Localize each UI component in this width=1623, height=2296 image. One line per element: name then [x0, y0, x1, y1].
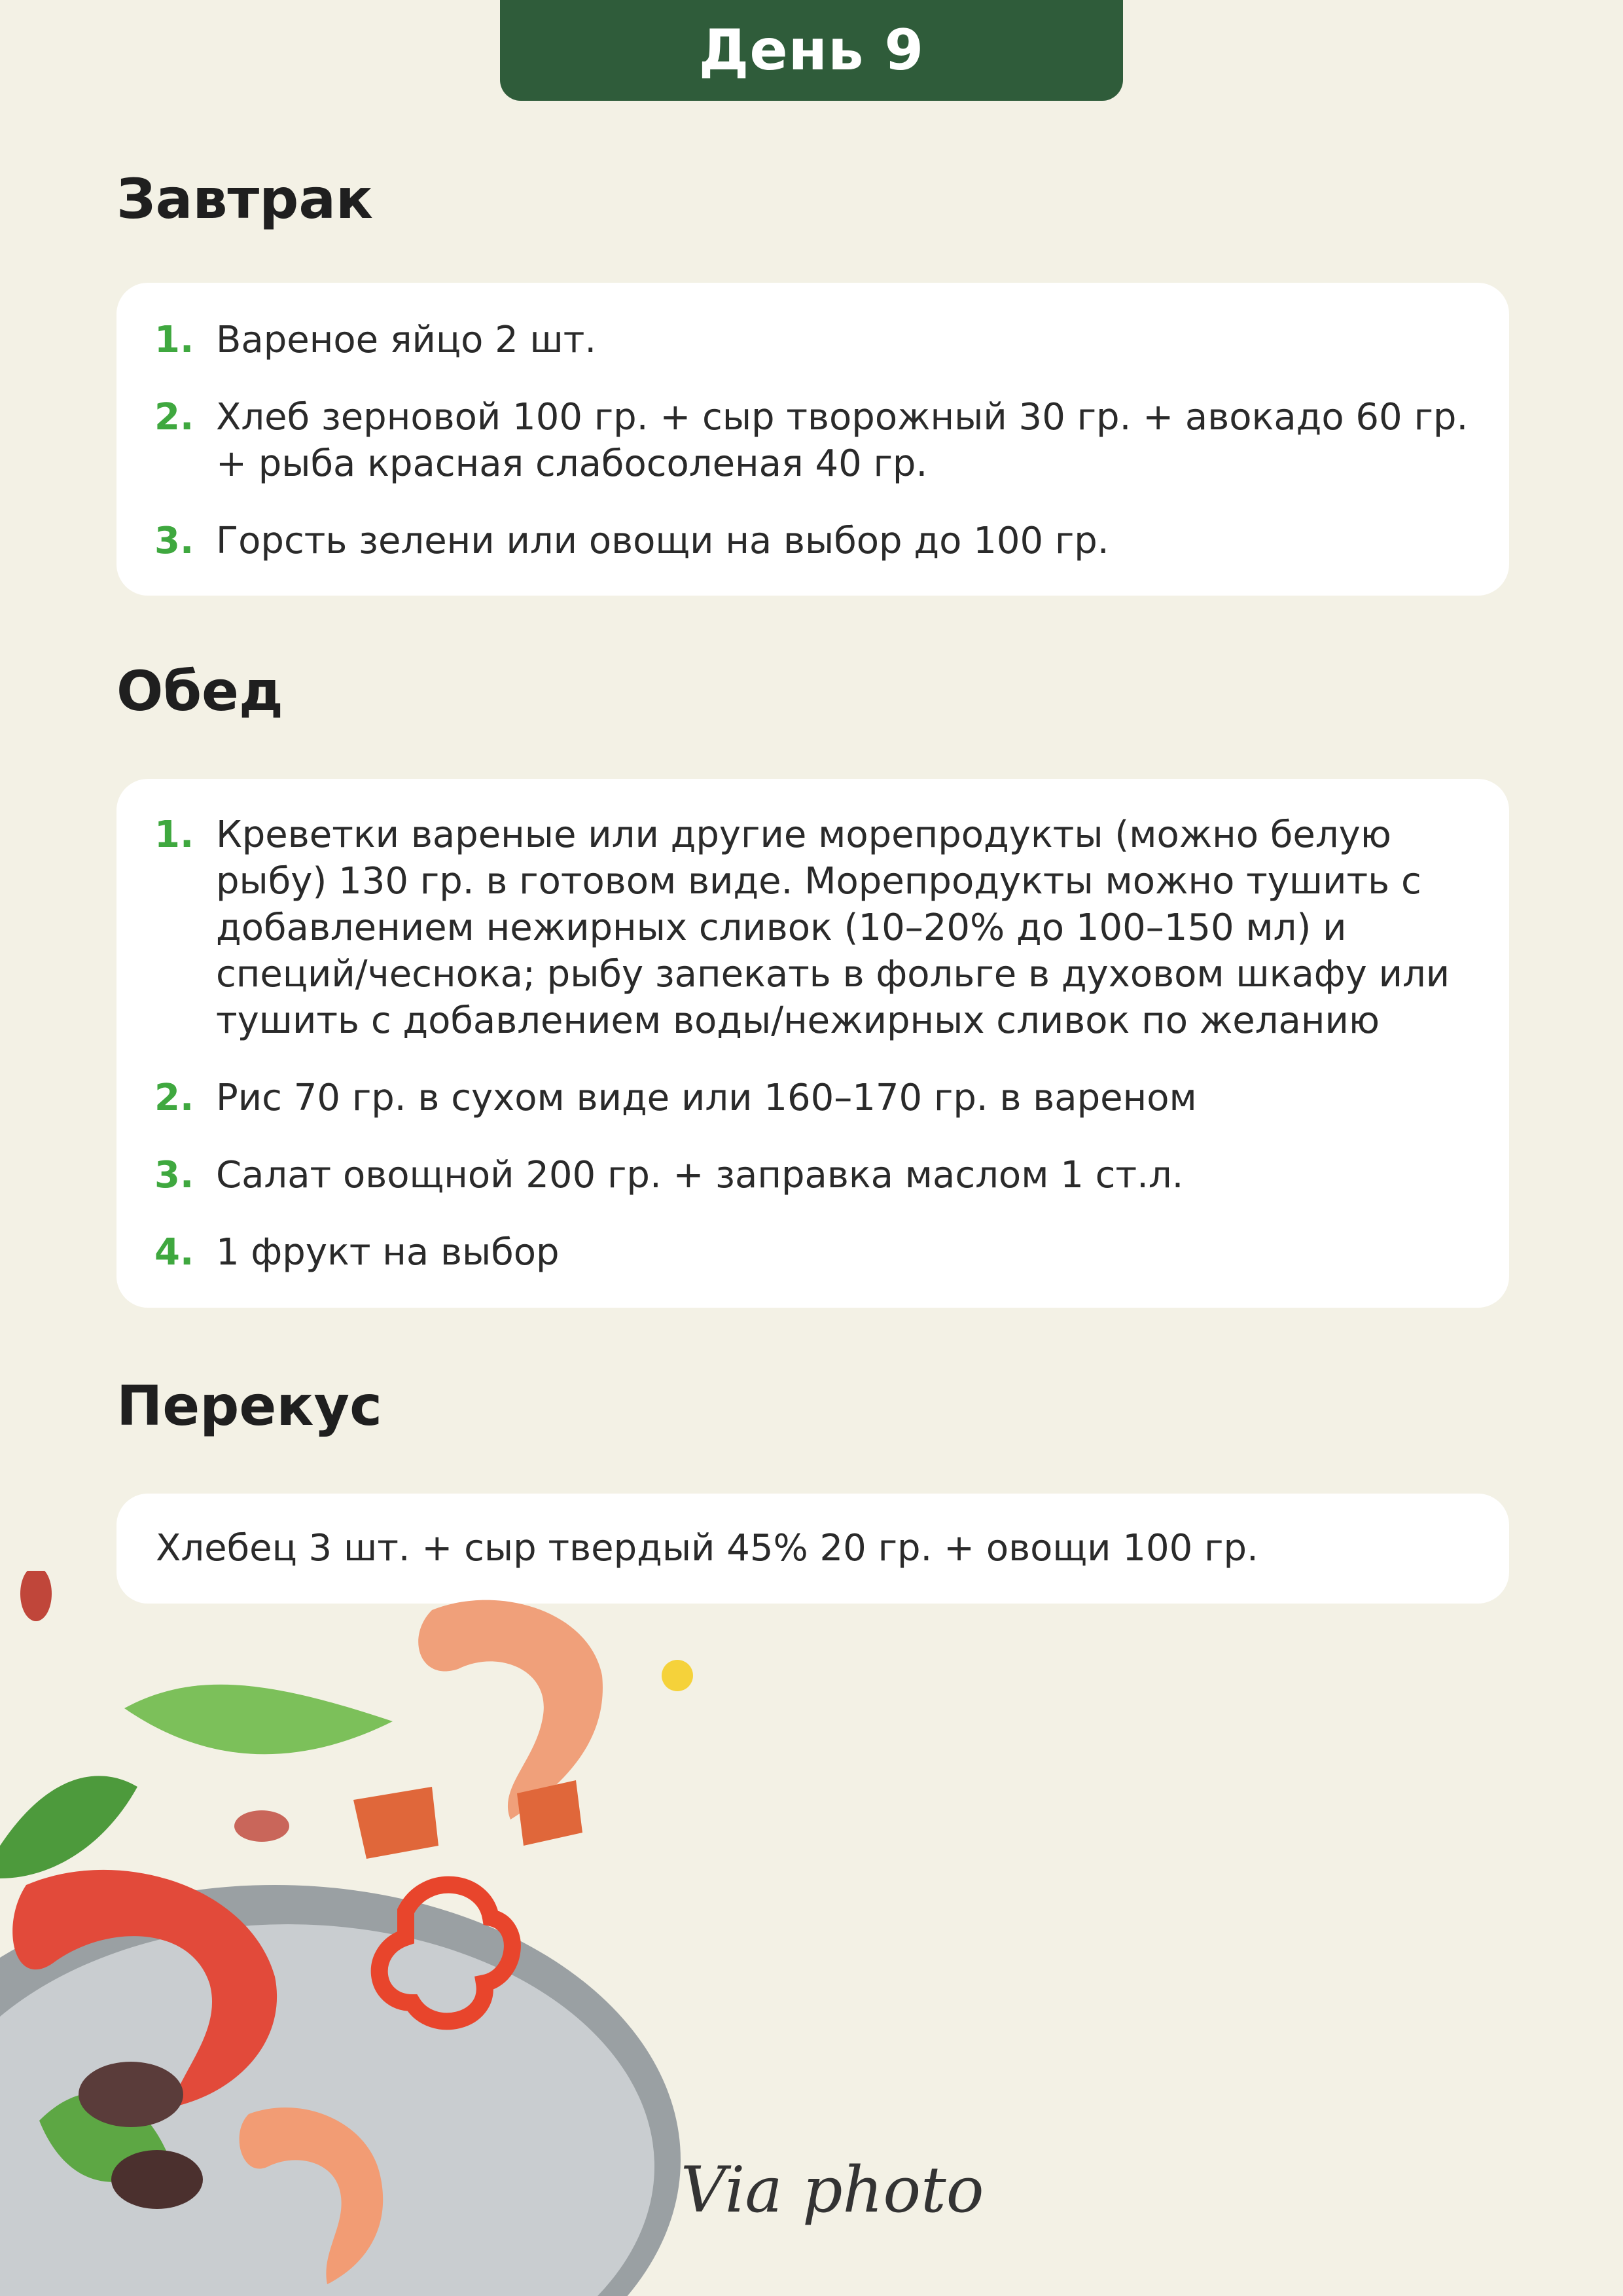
mushroom-icon	[111, 2150, 203, 2209]
breakfast-list	[116, 317, 1509, 564]
list-item	[116, 394, 1509, 487]
snack-title: Перекус	[116, 1374, 382, 1438]
lunch-title: Обед	[116, 659, 283, 723]
item-text: Горсть зелени или овощи на выбор до 100 гр.	[216, 520, 1109, 562]
item-text: Хлеб зерновой 100 гр. + сыр творожный 30 гр. + авокадо 60 гр. + рыба красная слабосоленая 40 гр.	[216, 396, 1469, 485]
list-item	[116, 1075, 1509, 1121]
day-badge	[500, 0, 1123, 101]
list-item	[116, 317, 1509, 363]
item-number: 2.	[154, 1077, 194, 1119]
list-item	[116, 518, 1509, 564]
lunch-list	[116, 812, 1509, 1276]
item-text: Вареное яйцо 2 шт.	[216, 319, 597, 361]
signature: Via photo	[681, 2153, 984, 2227]
item-text: Рис 70 гр. в сухом виде или 160–170 гр. в вареном	[216, 1077, 1197, 1119]
item-number: 4.	[154, 1231, 194, 1274]
item-number: 1.	[154, 814, 194, 856]
food-illustration	[0, 1571, 785, 2296]
item-text: 1 фрукт на выбор	[216, 1231, 560, 1274]
leaf-icon	[124, 1685, 393, 1754]
list-item	[116, 812, 1509, 1044]
item-number: 1.	[154, 319, 194, 361]
snack-text: Хлебец 3 шт. + сыр твердый 45% 20 гр. + овощи 100 гр.	[156, 1527, 1258, 1570]
item-number: 2.	[154, 396, 194, 439]
item-number: 3.	[154, 1154, 194, 1196]
leaf-icon	[0, 1776, 137, 1878]
breakfast-title: Завтрак	[116, 167, 374, 231]
item-text: Салат овощной 200 гр. + заправка маслом 1 ст.л.	[216, 1154, 1184, 1196]
bean-icon	[234, 1810, 289, 1842]
list-item	[116, 1152, 1509, 1198]
bean-icon	[20, 1571, 52, 1621]
day-label: День 9	[698, 18, 925, 83]
list-item	[116, 1229, 1509, 1276]
breakfast-card	[116, 283, 1509, 596]
item-text: Креветки вареные или другие морепродукты (можно белую рыбу) 130 гр. в готовом виде. Морепродукты можно тушить с добавлением нежирных сливок (10–20% до 100–150 мл) и специй/чеснока; рыбу запекать в фольге в духовом шкафу или тушить с добавлением воды/нежирных сливок по желанию	[216, 814, 1450, 1042]
mushroom-icon	[79, 2062, 183, 2127]
item-number: 3.	[154, 520, 194, 562]
lunch-card	[116, 779, 1509, 1308]
corn-kernel-icon	[662, 1660, 693, 1691]
carrot-piece-icon	[353, 1787, 438, 1859]
